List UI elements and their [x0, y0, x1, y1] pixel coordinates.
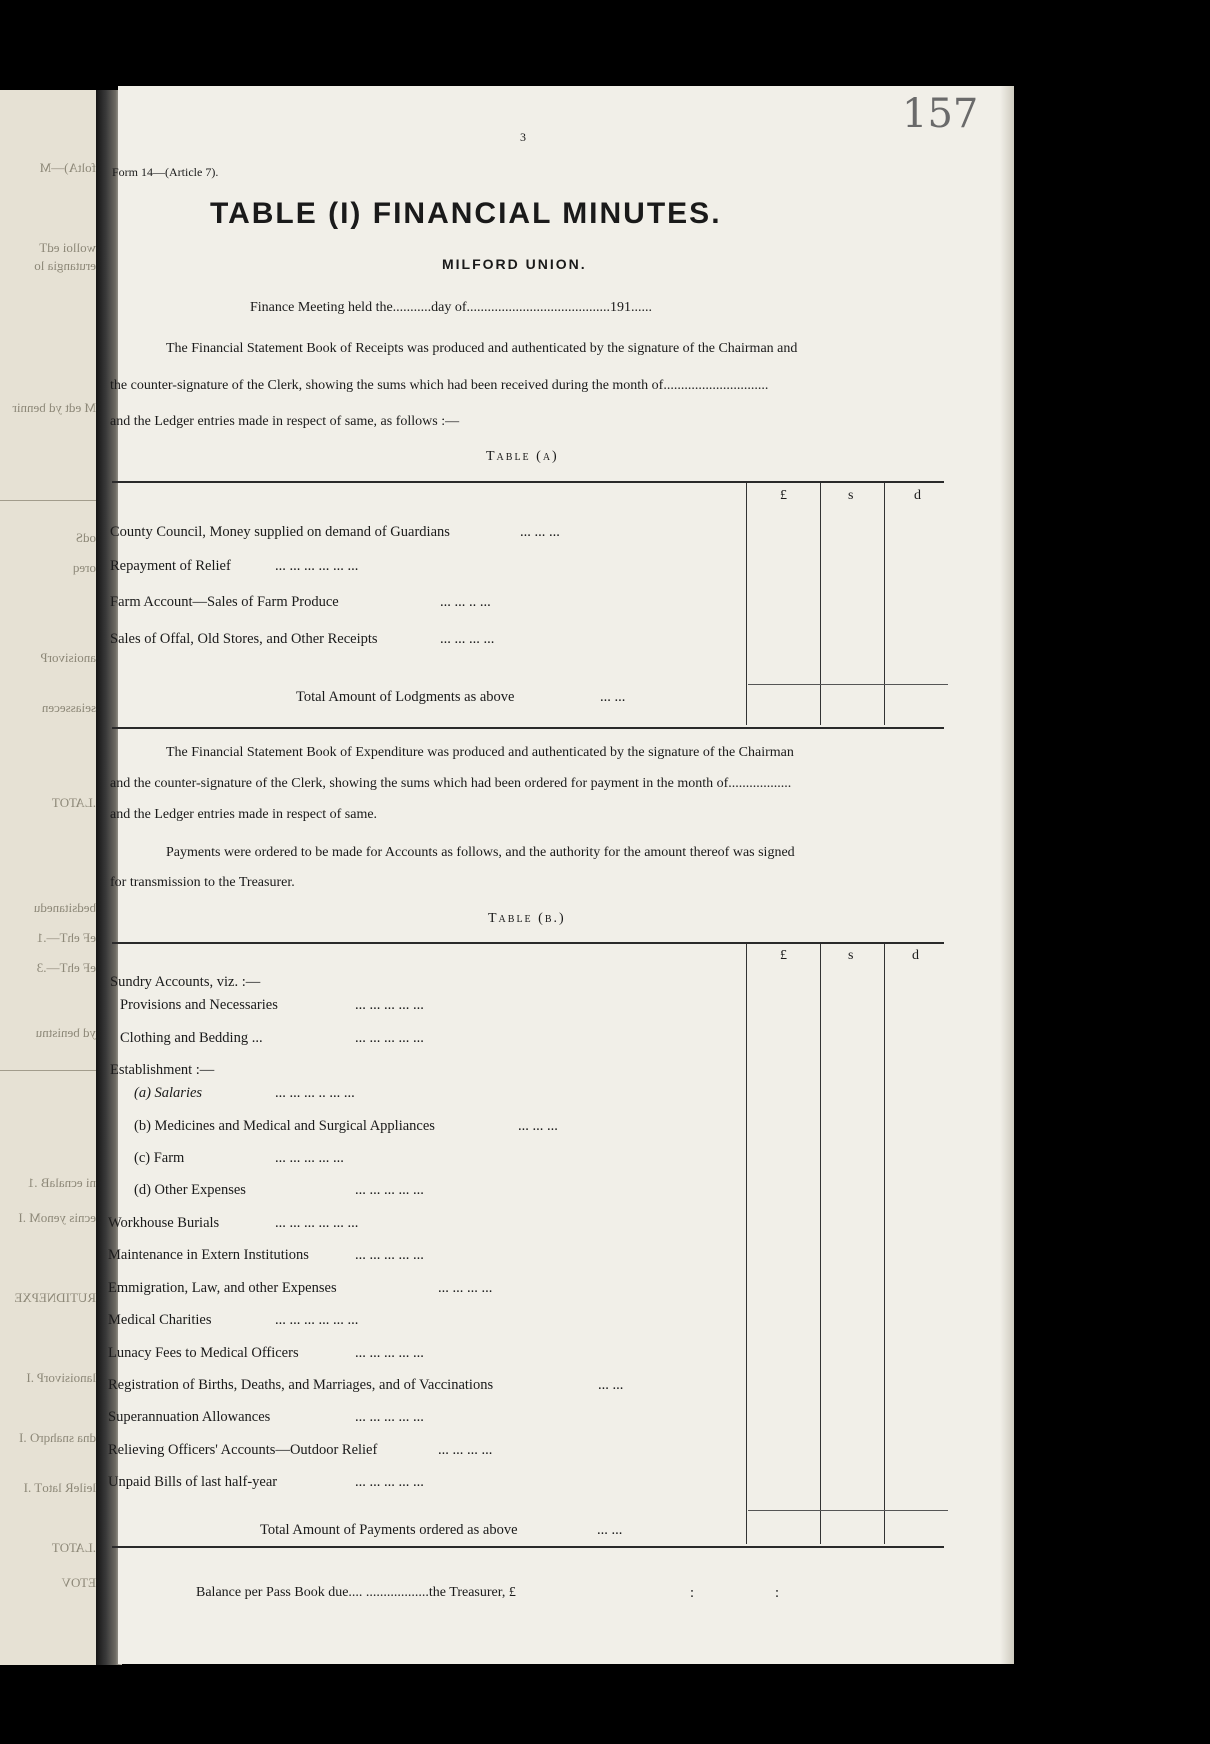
shillings-column-header: s [848, 948, 854, 963]
left-page-rule [0, 1070, 96, 1071]
table-b-col-rule [884, 944, 885, 1544]
table-b-row-leader: ... ... ... ... ... [275, 1150, 344, 1166]
left-page-fragment: seiassecen [41, 700, 96, 715]
table-b-row-leader: ... ... ... ... ... [355, 1345, 424, 1361]
table-b-row-label: Establishment :— [110, 1062, 215, 1078]
table-b-total-label: Total Amount of Payments ordered as above [260, 1522, 518, 1538]
table-b-row-label: (a) Salaries [134, 1085, 203, 1101]
form-reference: Form 14—(Article 7). [112, 165, 219, 179]
top-mark: 3 [520, 130, 526, 144]
table-a-row-label: Farm Account—Sales of Farm Produce [110, 594, 339, 610]
left-page-fragment: anoisivorP [40, 650, 96, 665]
table-b-row-leader: ... ... ... ... ... [355, 1182, 424, 1198]
left-page-fragment: RUTIDNEPXE [14, 1290, 96, 1305]
left-page-rule [0, 500, 96, 501]
left-page-fragment: wolloi edT [39, 240, 96, 255]
page-number: 157 [902, 91, 979, 137]
table-b-row-label: Sundry Accounts, viz. :— [110, 974, 261, 990]
table-b-row-label: Provisions and Necessaries [120, 997, 278, 1013]
meeting-line: Finance Meeting held the...........day of.........................................191...... [250, 300, 653, 315]
pence-column-header: d [912, 948, 919, 963]
table-a-row-label: Repayment of Relief [110, 558, 231, 574]
table-b-row-label: Emmigration, Law, and other Expenses [108, 1280, 337, 1296]
table-a-total-label: Total Amount of Lodgments as above [296, 689, 515, 705]
table-b-row-label: Maintenance in Extern Institutions [108, 1247, 309, 1263]
table-b-row-leader: ... ... ... ... [438, 1442, 493, 1458]
left-page-fragment: .LATOT [51, 1540, 96, 1555]
table-a-col-rule [884, 483, 885, 725]
shillings-column-header: s [848, 488, 854, 503]
expenditure-paragraph-line: and the Ledger entries made in respect of same. [110, 807, 378, 822]
page-edge-shade [1000, 86, 1014, 1664]
table-b-row-leader: ... ... ... ... ... [355, 1247, 424, 1263]
table-a-total-leader: ... ... [600, 689, 626, 705]
table-b-row-leader: ... ... ... ... ... [355, 997, 424, 1013]
payments-paragraph-line: Payments were ordered to be made for Accounts as follows, and the authority for the amount thereof was signed [166, 845, 795, 860]
table-a-bottom-rule [112, 727, 944, 729]
table-b-row-label: (b) Medicines and Medical and Surgical Appliances [134, 1118, 435, 1134]
left-page-fragment: leileR latoT .I [23, 1480, 96, 1495]
table-b-row-label: Registration of Births, Deaths, and Marriages, and of Vaccinations [108, 1377, 494, 1393]
left-page-fragment: eF ehT—.1 [36, 930, 96, 945]
left-page-fragment: odS [75, 530, 96, 545]
expenditure-paragraph-line: The Financial Statement Book of Expenditure was produced and authenticated by the signature of the Chairman [166, 745, 794, 760]
left-page-fragment: yd benistnu [35, 1025, 96, 1040]
pounds-column-header: £ [780, 948, 787, 963]
left-page-fragment: dna snahqrO .I [19, 1430, 96, 1445]
table-a-caption: Table (a) [486, 449, 559, 464]
table-b-col-rule [746, 944, 747, 1544]
left-page-fragment: ni ecnalaB .1 [27, 1175, 96, 1190]
table-b-row-leader: ... ... ... ... ... ... [275, 1312, 359, 1328]
payments-paragraph-line: for transmission to the Treasurer. [110, 875, 295, 890]
left-page-fragment: .LATOT [51, 795, 96, 810]
table-b-row-leader: ... ... ... [518, 1118, 558, 1134]
table-b-row-label: Clothing and Bedding ... [120, 1030, 263, 1046]
table-a-row-label: Sales of Offal, Old Stores, and Other Receipts [110, 631, 378, 647]
table-b-caption: Table (b.) [488, 911, 566, 926]
table-a-row-leader: ... ... ... ... [440, 631, 495, 647]
table-b-row-leader: ... ... ... ... [438, 1280, 493, 1296]
balance-line: Balance per Pass Book due.... ..................the Treasurer, £ [196, 1585, 516, 1600]
table-a-row-leader: ... ... ... [520, 524, 560, 540]
table-b-row-leader: ... ... ... .. ... ... [275, 1085, 355, 1101]
table-b-row-leader: ... ... ... ... ... [355, 1409, 424, 1425]
left-page-fragment: ecnis yenoM .I [18, 1210, 96, 1225]
table-b-row-leader: ... ... ... ... ... [355, 1030, 424, 1046]
table-b-row-label: Unpaid Bills of last half-year [108, 1474, 278, 1490]
table-b-row-label: Medical Charities [108, 1312, 212, 1328]
receipts-paragraph-line: The Financial Statement Book of Receipts was produced and authenticated by the signature of the Chairman and [166, 341, 798, 356]
table-b-row-label: Relieving Officers' Accounts—Outdoor Relief [108, 1442, 378, 1458]
left-page-fragment: lanoisivorP .I [26, 1370, 96, 1385]
union-name: MILFORD UNION. [442, 256, 587, 272]
pence-column-header: d [914, 488, 921, 503]
left-facing-page [0, 90, 96, 1665]
table-b-col-rule [820, 944, 821, 1544]
table-a-col-rule [746, 483, 747, 725]
table-b-row-leader: ... ... ... ... ... ... [275, 1215, 359, 1231]
balance-separator: : [775, 1585, 780, 1601]
table-a-subtotal-rule [748, 684, 948, 685]
table-a-row-label: County Council, Money supplied on demand of Guardians [110, 524, 450, 540]
left-page-fragment: oreq [72, 560, 96, 575]
left-page-fragment: erutangia lo [34, 258, 96, 273]
table-b-row-label: (d) Other Expenses [134, 1182, 246, 1198]
table-b-total-leader: ... ... [597, 1522, 623, 1538]
table-b-bottom-rule [112, 1546, 944, 1548]
table-b-subtotal-rule [748, 1510, 948, 1511]
receipts-paragraph-line: and the Ledger entries made in respect of same, as follows :— [110, 414, 460, 429]
table-b-row-label: Lunacy Fees to Medical Officers [108, 1345, 299, 1361]
table-b-row-leader: ... ... [598, 1377, 624, 1393]
pounds-column-header: £ [780, 488, 787, 503]
left-page-fragment: foltA)—M [39, 160, 96, 175]
table-b-row-leader: ... ... ... ... ... [355, 1474, 424, 1490]
receipts-paragraph-line: the counter-signature of the Clerk, showing the sums which had been received during the month of.............................. [110, 378, 769, 393]
table-a-col-rule [820, 483, 821, 725]
table-b-row-label: (c) Farm [134, 1150, 185, 1166]
left-page-fragment: eF ehT—.3 [36, 960, 96, 975]
expenditure-paragraph-line: and the counter-signature of the Clerk, showing the sums which had been ordered for payment in the month of.................. [110, 776, 792, 791]
table-b-row-label: Workhouse Burials [108, 1215, 220, 1231]
table-a-row-leader: ... ... ... ... ... ... [275, 558, 359, 574]
left-page-fragment: M edt yd bennir [12, 400, 96, 415]
balance-separator: : [690, 1585, 695, 1601]
table-b-row-label: Superannuation Allowances [108, 1409, 271, 1425]
left-page-fragment: bedsitanedu [33, 900, 96, 915]
page-title: TABLE (I) FINANCIAL MINUTES. [210, 197, 722, 230]
table-a-row-leader: ... ... .. ... [440, 594, 491, 610]
left-page-fragment: ETOV [61, 1575, 96, 1590]
